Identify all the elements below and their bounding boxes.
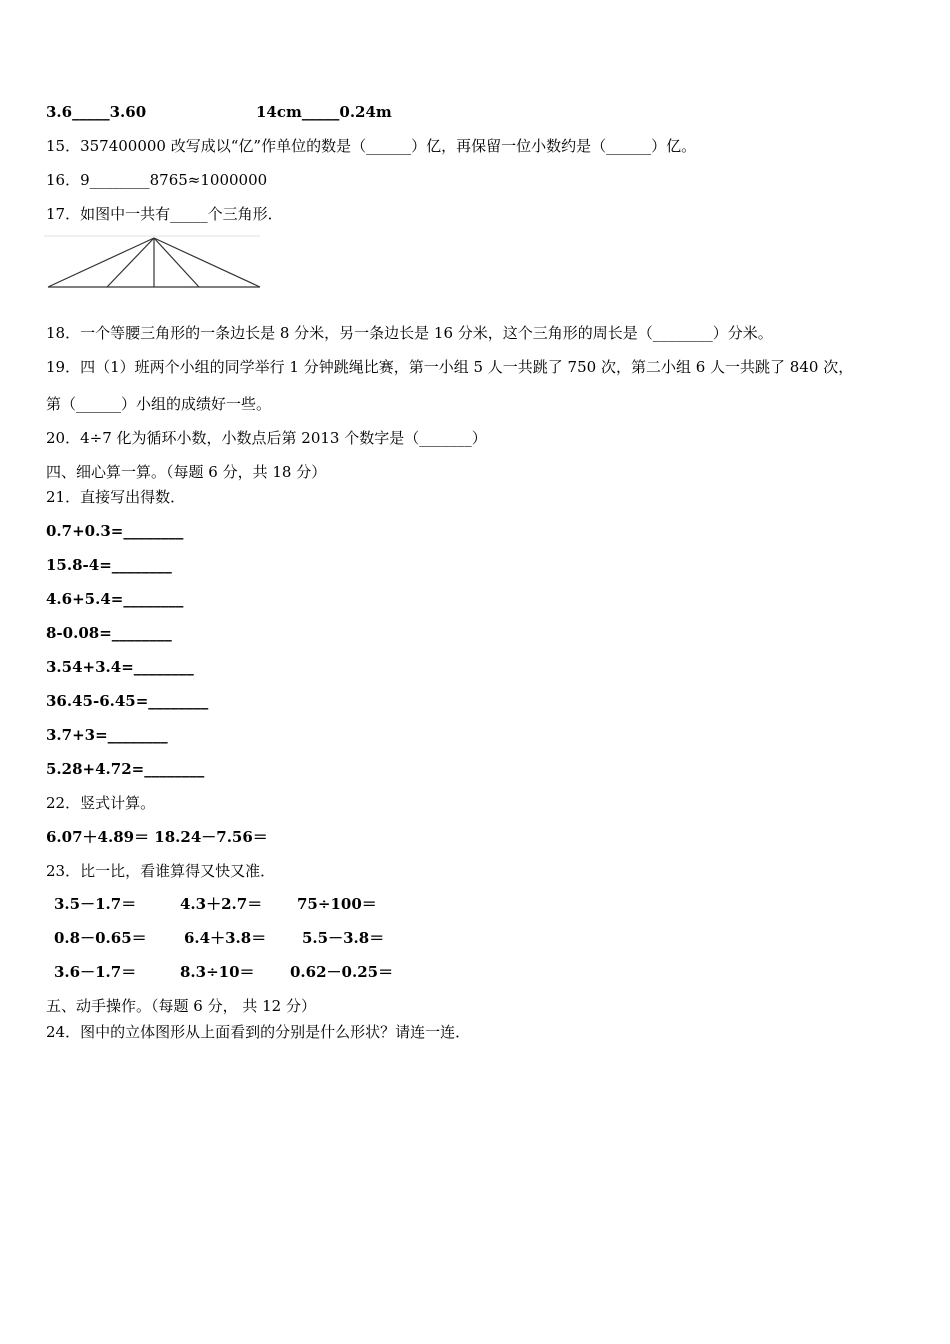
q21-title: 21．直接写出得数． [46, 488, 186, 506]
q21-item: 3.54+3.4=________ [46, 658, 194, 676]
figure-inner-line-3 [154, 238, 199, 287]
triangle-figure [44, 234, 264, 294]
q23-cell: 6.4＋3.8＝ [184, 929, 267, 947]
q22-title: 22．竖式计算。 [46, 794, 156, 812]
q14-left: 3.6_____3.60 [46, 103, 147, 121]
q17-text: 17．如图中一共有_____个三角形． [46, 205, 283, 223]
section5-heading: 五、动手操作。（每题 6 分， 共 12 分） [46, 997, 316, 1015]
q22-items: 6.07＋4.89＝ 18.24－7.56＝ [46, 828, 268, 846]
q21-item: 4.6+5.4=________ [46, 590, 184, 608]
q21-item: 0.7+0.3=________ [46, 522, 184, 540]
q19-line1: 19．四（1）班两个小组的同学举行 1 分钟跳绳比赛，第一小组 5 人一共跳了 750 次，第二小组 6 人一共跳了 840 次， [46, 358, 854, 376]
q14-right: 14cm_____0.24m [256, 103, 392, 121]
q23-cell: 3.5－1.7＝ [54, 895, 137, 913]
q20-text: 20．4÷7 化为循环小数，小数点后第 2013 个数字是（_______） [46, 429, 487, 447]
figure-right-edge [154, 238, 260, 287]
q15-text: 15．357400000 改写成以“亿”作单位的数是（______）亿，再保留一位小数约是（______）亿。 [46, 137, 697, 155]
q23-cell: 4.3＋2.7＝ [180, 895, 263, 913]
figure-left-edge [48, 238, 154, 287]
q21-item: 36.45-6.45=________ [46, 692, 209, 710]
q24-text: 24．图中的立体图形从上面看到的分别是什么形状？请连一连． [46, 1023, 471, 1041]
q21-item: 3.7+3=________ [46, 726, 168, 744]
q16-text: 16．9________8765≈1000000 [46, 171, 268, 189]
q23-title: 23．比一比，看谁算得又快又准． [46, 862, 276, 880]
q23-cell: 0.8－0.65＝ [54, 929, 147, 947]
q23-cell: 0.62－0.25＝ [290, 963, 394, 981]
q23-cell: 3.6－1.7＝ [54, 963, 137, 981]
figure-inner-line-1 [107, 238, 154, 287]
q19-line2: 第（______）小组的成绩好一些。 [46, 395, 272, 413]
q23-cell: 75÷100＝ [297, 895, 377, 913]
q21-item: 8-0.08=________ [46, 624, 172, 642]
q23-cell: 5.5－3.8＝ [302, 929, 385, 947]
q23-cell: 8.3÷10＝ [180, 963, 255, 981]
section4-heading: 四、细心算一算。（每题 6 分，共 18 分） [46, 463, 327, 481]
q21-item: 5.28+4.72=________ [46, 760, 205, 778]
q18-text: 18．一个等腰三角形的一条边长是 8 分米，另一条边长是 16 分米，这个三角形的周长是（________）分米。 [46, 324, 773, 342]
q21-item: 15.8-4=________ [46, 556, 172, 574]
